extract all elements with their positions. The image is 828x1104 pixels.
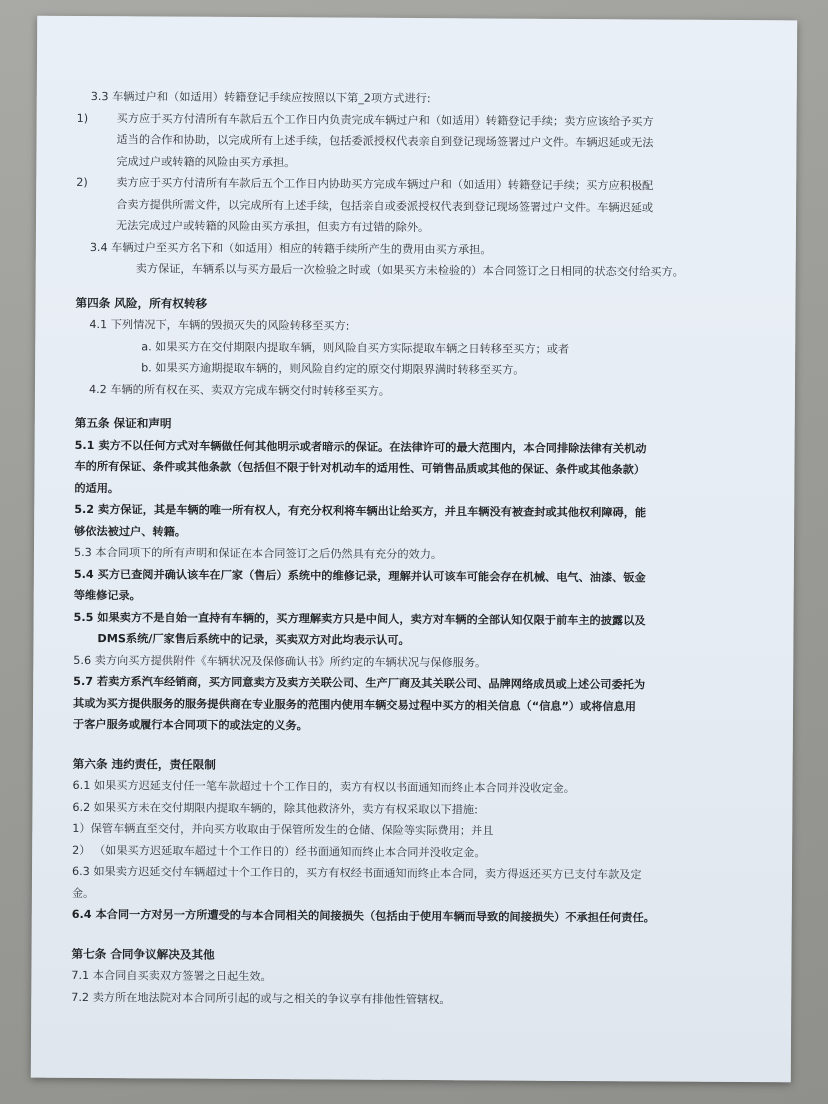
clause-5-5-line2: DMS系统/厂家售后系统中的记录，买卖双方对此均表示认可。 (97, 632, 410, 647)
clause-7-2: 7.2 卖方所在地法院对本合同所引起的或与之相关的争议享有排他性管辖权。 (71, 990, 451, 1006)
clause-3-3-option-2-line2: 合卖方提供所需文件，以完成所有上述手续，包括亲自或委派授权代表到登记现场签署过户文件。车辆迟延或 (116, 197, 654, 214)
clause-6-1: 6.1 如果买方迟延支付任一笔车款超过十个工作日的，卖方有权以书面通知而终止本合同并没收定金。 (72, 778, 576, 795)
clause-5-2: 5.2 卖方保证，其是车辆的唯一所有权人，有充分权利将车辆出让给买方，并且车辆没有被查封或其他权利障碍，能 (74, 502, 647, 520)
clause-5-7: 5.7 若卖方系汽车经销商，买方同意卖方及卖方关联公司、生产厂商及其关联公司、品牌网络成员或上述公司委托为 (73, 674, 646, 692)
clause-6-4: 6.4 本合同一方对另一方所遭受的与本合同相关的间接损失（包括由于使用车辆而导致的间接损失）不承担任何责任。 (71, 907, 655, 925)
article-4-title: 第四条 风险，所有权转移 (75, 295, 208, 311)
clause-5-5: 5.5 如果卖方不是自始一直持有车辆的，买方理解卖方只是中间人，卖方对车辆的全部认知仅限于前车主的披露以及 (73, 610, 646, 627)
clause-3-3-option-1-line3: 完成过户或转籍的风险由买方承担。 (116, 154, 296, 169)
clause-5-1: 5.1 卖方不以任何方式对车辆做任何其他明示或者暗示的保证。在法律许可的最大范围内，本合同排除法律有关机动 (74, 438, 647, 455)
clause-5-4: 5.4 买方已查阅并确认该车在厂家（售后）系统中的维修记录，理解并认可该车可能会存在机械、电气、油漆、钣金 (73, 567, 646, 584)
clause-3-3: 3.3 车辆过户和（如适用）转籍登记手续应按照以下第_2项方式进行: (90, 90, 431, 106)
clause-4-1-a: a. 如果买方在交付期限内提取车辆，则风险自买方实际提取车辆之日转移至买方；或者 (141, 339, 570, 356)
clause-6-2-item-1: 1）保管车辆直至交付，并向买方收取由于保管所发生的仓储、保险等实际费用；并且 (72, 821, 494, 838)
clause-6-2: 6.2 如果买方未在交付期限内提取车辆的，除其他救济外，卖方有权采取以下措施: (72, 800, 478, 816)
clause-5-1-line3: 的适用。 (74, 481, 120, 495)
contract-text (71, 86, 767, 1012)
clause-4-2: 4.2 车辆的所有权在买、卖双方完成车辆交付时转移至买方。 (88, 382, 391, 398)
clause-3-5: 卖方保证，车辆系以与买方最后一次检验之时或（如果买方未检验的）本合同签订之日相同的状态交付给买方。 (135, 262, 684, 279)
clause-6-2-item-2: 2） （如果买方迟延取车超过十个工作日的）经书面通知而终止本合同并没收定金。 (72, 843, 486, 859)
clause-5-1-line2: 车的所有保证、条件或其他条款（包括但不限于针对机动车的适用性、可销售品质或其他的保证、条件或其他条款） (74, 459, 646, 477)
clause-3-3-option-1-line2: 适当的合作和协助，以完成所有上述手续，包括委派授权代表亲自到登记现场签署过户文件。车辆迟延或无法 (116, 133, 654, 150)
clause-6-3-line2: 金。 (71, 886, 95, 900)
clause-3-4: 3.4 车辆过户至买方名下和（如适用）相应的转籍手续所产生的费用由买方承担。 (89, 240, 492, 256)
document-page (31, 16, 797, 1083)
clause-3-3-option-2-line3: 无法完成过户或转籍的风险由买方承担，但卖方有过错的除外。 (115, 219, 430, 235)
clause-5-6: 5.6 卖方向买方提供附件《车辆状况及保修确认书》所约定的车辆状况与保修服务。 (73, 653, 487, 669)
clause-5-7-line2: 其或为买方提供服务的服务提供商在专业服务的范围内使用车辆交易过程中买方的相关信息（“信息”）或将信息用 (73, 696, 636, 713)
clause-4-1: 4.1 下列情况下，车辆的毁损灭失的风险转移至买方: (89, 318, 350, 333)
clause-5-2-line2: 够依法被过户、转籍。 (74, 524, 187, 539)
clause-7-1: 7.1 本合同自买卖双方签署之日起生效。 (71, 968, 272, 984)
clause-3-3-option-1: 1) 买方应于买方付清所有车款后五个工作日内负责完成车辆过户和（如适用）转籍登记手续；卖方应该给予买方 (76, 111, 654, 128)
clause-5-3: 5.3 本合同项下的所有声明和保证在本合同签订之后仍然具有充分的效力。 (73, 545, 443, 562)
clause-6-3: 6.3 如果卖方迟延交付车辆超过十个工作日的，买方有权经书面通知而终止本合同，卖方得返还买方已支付车款及定 (71, 864, 642, 882)
article-7-title: 第七条 合同争议解决及其他 (71, 946, 215, 962)
clause-4-1-b: b. 如果买方逾期提取车辆的，则风险自约定的原交付期限界满时转移至买方。 (141, 361, 525, 377)
clause-3-3-option-2: 2) 卖方应于买方付清所有车款后五个工作日内协助买方完成车辆过户和（如适用）转籍登记手续；买方应积极配 (76, 175, 654, 193)
article-5-title: 第五条 保证和声明 (74, 415, 172, 431)
clause-5-4-line2: 等维修记录。 (73, 588, 141, 603)
article-6-title: 第六条 违约责任，责任限制 (72, 756, 216, 772)
clause-5-7-line3: 于客户服务或履行本合同项下的或法定的义务。 (72, 717, 308, 733)
